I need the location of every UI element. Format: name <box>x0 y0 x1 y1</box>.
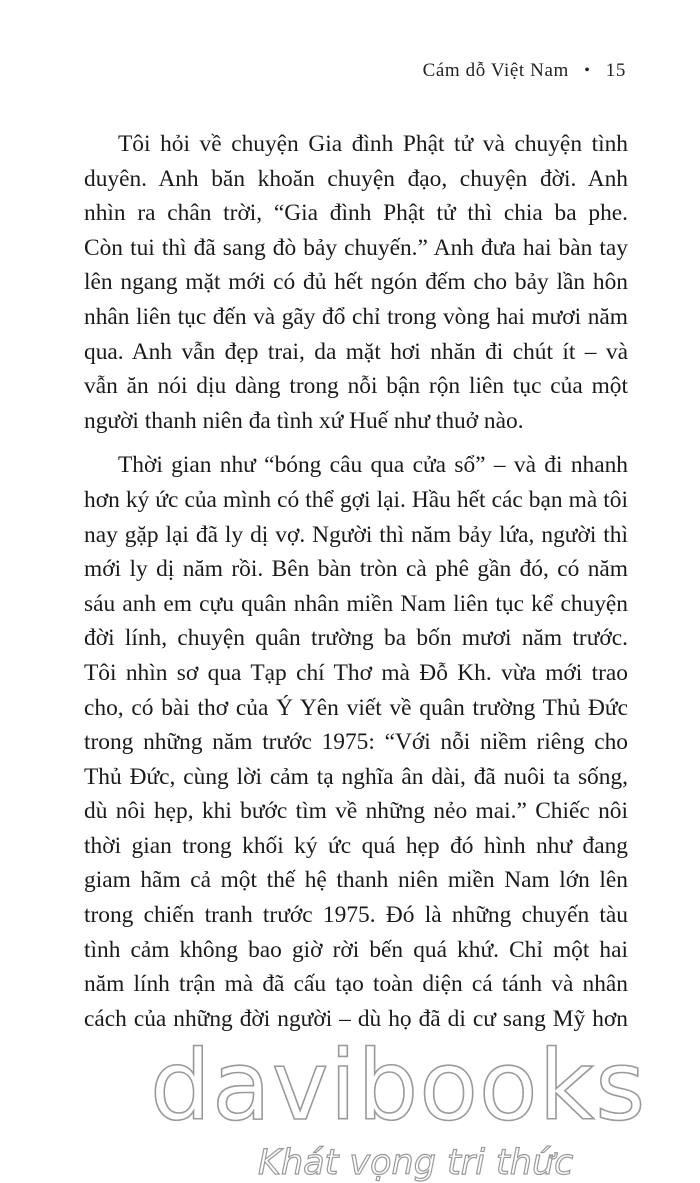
text-line: vẫn ăn nói dịu dàng trong nỗi bận rộn liên tục của một <box>84 373 628 400</box>
publisher-watermark <box>0 1030 700 1183</box>
text-line: Thủ Đức, cùng lời cảm tạ nghĩa ân dài, đã nuôi ta sống, <box>84 763 628 790</box>
text-line: người thanh niên đa tình xứ Huế như thuở nào. <box>84 407 524 434</box>
text-line: trong chiến tranh trước 1975. Đó là những chuyến tàu <box>84 902 628 929</box>
text-line: sáu anh em cựu quân nhân miền Nam liên tục kể chuyện <box>84 590 628 617</box>
text-line: dù nôi hẹp, khi bước tìm về những nẻo mai.” Chiếc nôi <box>84 798 628 825</box>
header-separator: • <box>584 62 591 79</box>
text-line: nay gặp lại đã ly dị vợ. Người thì năm bảy lứa, người thì <box>84 521 628 548</box>
text-line: năm lính trận mà đã cấu tạo toàn diện cá tánh và nhân <box>84 971 628 998</box>
watermark-tagline: Khát vọng tri thức <box>258 1143 574 1183</box>
text-line: hơn ký ức của mình có thể gợi lại. Hầu hết các bạn mà tôi <box>84 486 628 513</box>
text-line: duyên. Anh băn khoăn chuyện đạo, chuyện đời. Anh <box>84 165 628 192</box>
paragraph-1 <box>84 127 628 438</box>
text-line: cho, có bài thơ của Ý Yên viết về quân trường Thủ Đức <box>84 694 628 721</box>
text-line: giam hãm cả một thế hệ thanh niên miền Nam lớn lên <box>84 867 628 894</box>
watermark-brand: davibooks <box>150 1030 647 1142</box>
header-page-number: 15 <box>605 60 626 81</box>
text-line: Tôi hỏi về chuyện Gia đình Phật tử và chuyện tình <box>118 131 628 157</box>
text-line: qua. Anh vẫn đẹp trai, da mặt hơi nhăn đi chút ít – và <box>84 338 628 365</box>
text-line: lên ngang mặt mới có đủ hết ngón đếm cho bảy lần hôn <box>84 269 628 296</box>
text-line: nhân liên tục đến và gãy đổ chỉ trong vòng hai mươi năm <box>84 303 628 330</box>
text-line: Thời gian như “bóng câu qua cửa sổ” – và đi nhanh <box>118 452 628 479</box>
text-line: tình cảm không bao giờ rời bến quá khứ. Chỉ một hai <box>84 936 628 963</box>
text-line: cách của những đời người – dù họ đã di cư sang Mỹ hơn <box>84 1005 628 1032</box>
body-text <box>84 127 628 1036</box>
text-line: mới ly dị năm rồi. Bên bàn tròn cà phê gần đó, có năm <box>84 556 628 583</box>
header-book-title: Cám dỗ Việt Nam <box>422 60 569 81</box>
paragraph-2 <box>84 448 628 1036</box>
text-line: Tôi nhìn sơ qua Tạp chí Thơ mà Đỗ Kh. vừa mới trao <box>84 659 628 686</box>
text-line: đời lính, chuyện quân trường ba bốn mươi năm trước. <box>84 625 628 652</box>
text-line: Còn tui thì đã sang đò bảy chuyến.” Anh đưa hai bàn tay <box>84 234 628 261</box>
running-header <box>423 60 626 82</box>
text-line: nhìn ra chân trời, “Gia đình Phật tử thì chia ba phe. <box>84 200 628 227</box>
text-line: thời gian trong khối ký ức quá hẹp đó hình như đang <box>84 832 628 859</box>
text-line: trong những năm trước 1975: “Với nỗi niềm riêng cho <box>84 729 628 756</box>
